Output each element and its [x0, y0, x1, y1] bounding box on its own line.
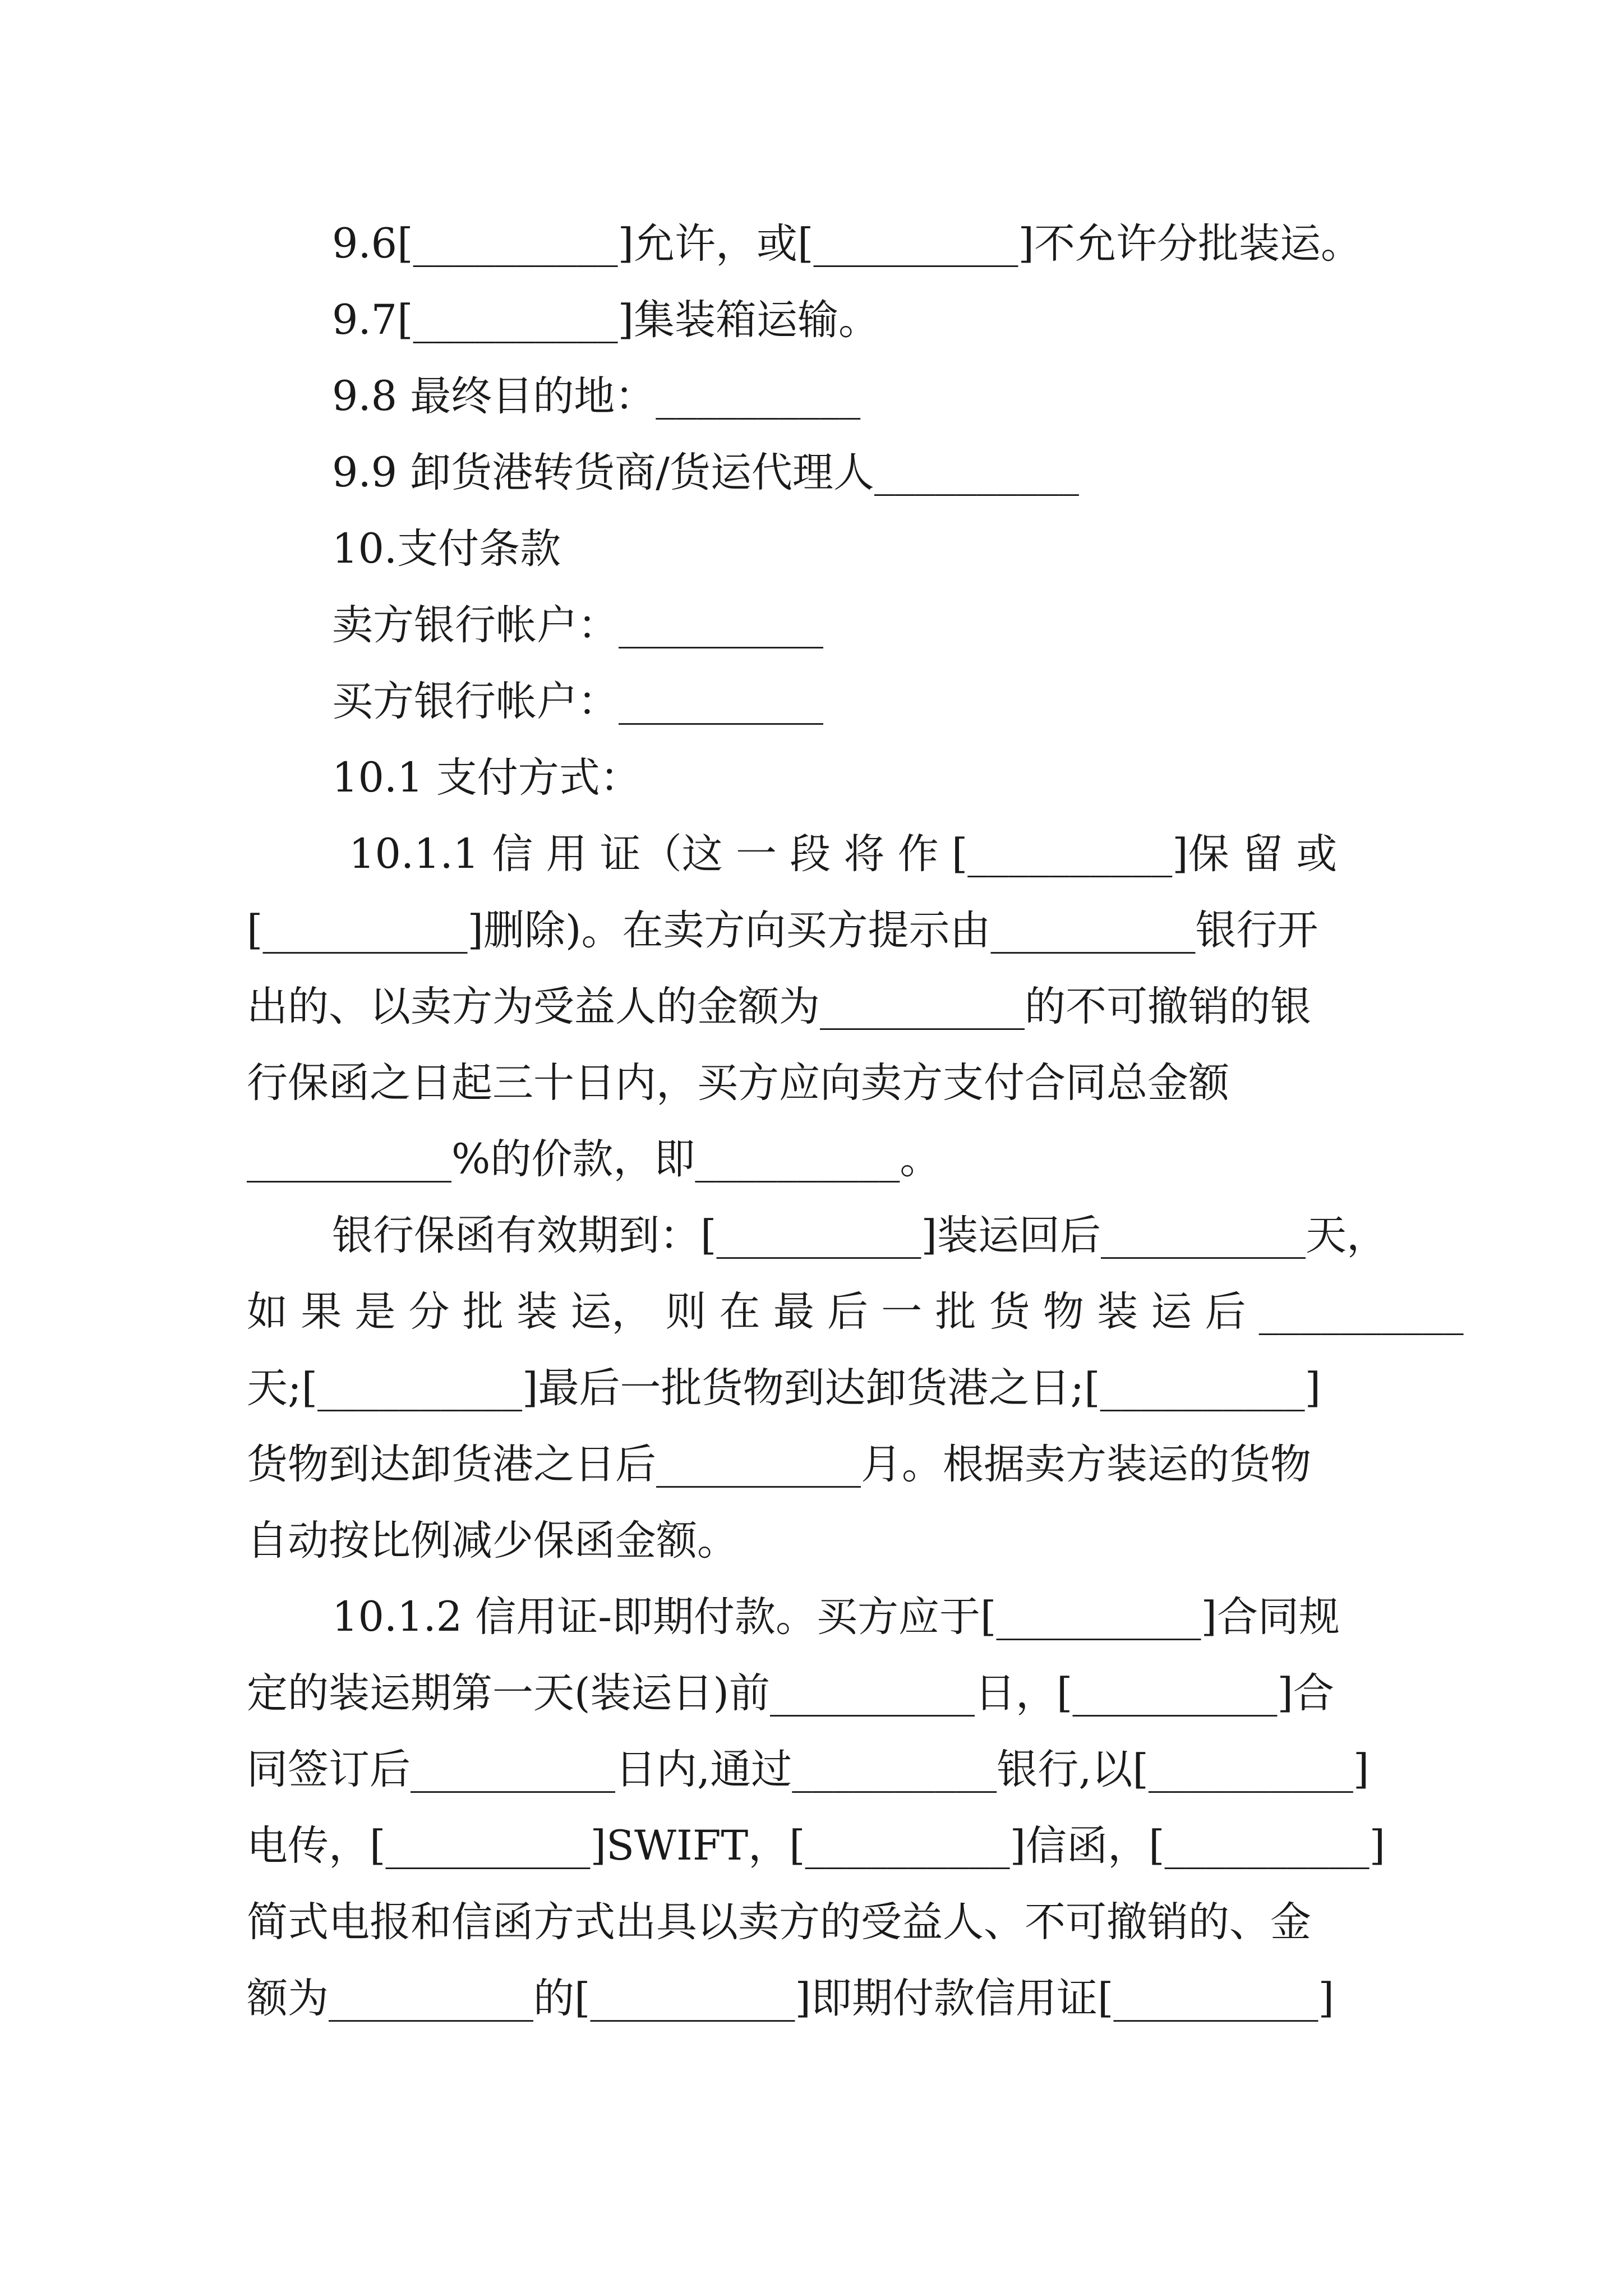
clause-10-1-2-line-1: 10.1.2 信用证-即期付款。买方应于[__________]合同规 — [332, 1593, 1340, 1641]
clause-9-6: 9.6[__________]允许，或[__________]不允许分批装运。 — [332, 220, 1362, 268]
buyer-bank-account: 买方银行帐户：__________ — [332, 678, 823, 725]
guarantee-validity-line-4: 货物到达卸货港之日后__________月。根据卖方装运的货物 — [247, 1441, 1311, 1488]
guarantee-validity-line-1: 银行保函有效期到：[__________]装运回后__________天， — [332, 1212, 1387, 1259]
clause-10-1-1-line-5: __________%的价款，即__________。 — [247, 1135, 941, 1183]
clause-9-8: 9.8 最终目的地：__________ — [332, 372, 861, 420]
guarantee-validity-line-5: 自动按比例减少保函金额。 — [247, 1517, 738, 1565]
clause-10-1-2-line-5: 简式电报和信函方式出具以卖方的受益人、不可撤销的、金 — [247, 1898, 1311, 1946]
clause-10-1: 10.1 支付方式： — [332, 754, 641, 802]
clause-10-1-2-line-6: 额为__________的[__________]即期付款信用证[__________] — [247, 1975, 1334, 2022]
clause-10-1-2-line-3: 同签订后__________日内,通过__________银行,以[__________] — [247, 1746, 1370, 1793]
clause-10-1-2-line-2: 定的装运期第一天(装运日)前__________日，[__________]合 — [247, 1669, 1334, 1717]
guarantee-validity-line-2: 如 果 是 分 批 装 运， 则 在 最 后 一 批 货 物 装 运 后 __________ — [247, 1288, 1464, 1336]
clause-10-1-1-line-2: [__________]删除)。在卖方向买方提示由__________银行开 — [247, 907, 1318, 954]
clause-10-1-1-line-3: 出的、以卖方为受益人的金额为__________的不可撤销的银 — [247, 983, 1311, 1030]
clause-9-7: 9.7[__________]集装箱运输。 — [332, 296, 880, 344]
clause-10-1-2-line-4: 电传，[__________]SWIFT，[__________]信函，[__________] — [247, 1822, 1386, 1870]
seller-bank-account: 卖方银行帐户：__________ — [332, 601, 823, 649]
clause-10-1-1-line-1: 10.1.1 信 用 证（这 一 段 将 作 [__________]保 留 或 — [349, 830, 1338, 878]
section-10-heading: 10.支付条款 — [332, 525, 561, 573]
guarantee-validity-line-3: 天;[__________]最后一批货物到达卸货港之日;[__________] — [247, 1364, 1321, 1412]
clause-10-1-1-line-4: 行保函之日起三十日内，买方应向卖方支付合同总金额 — [247, 1059, 1229, 1107]
clause-9-9: 9.9 卸货港转货商/货运代理人__________ — [332, 449, 1079, 496]
